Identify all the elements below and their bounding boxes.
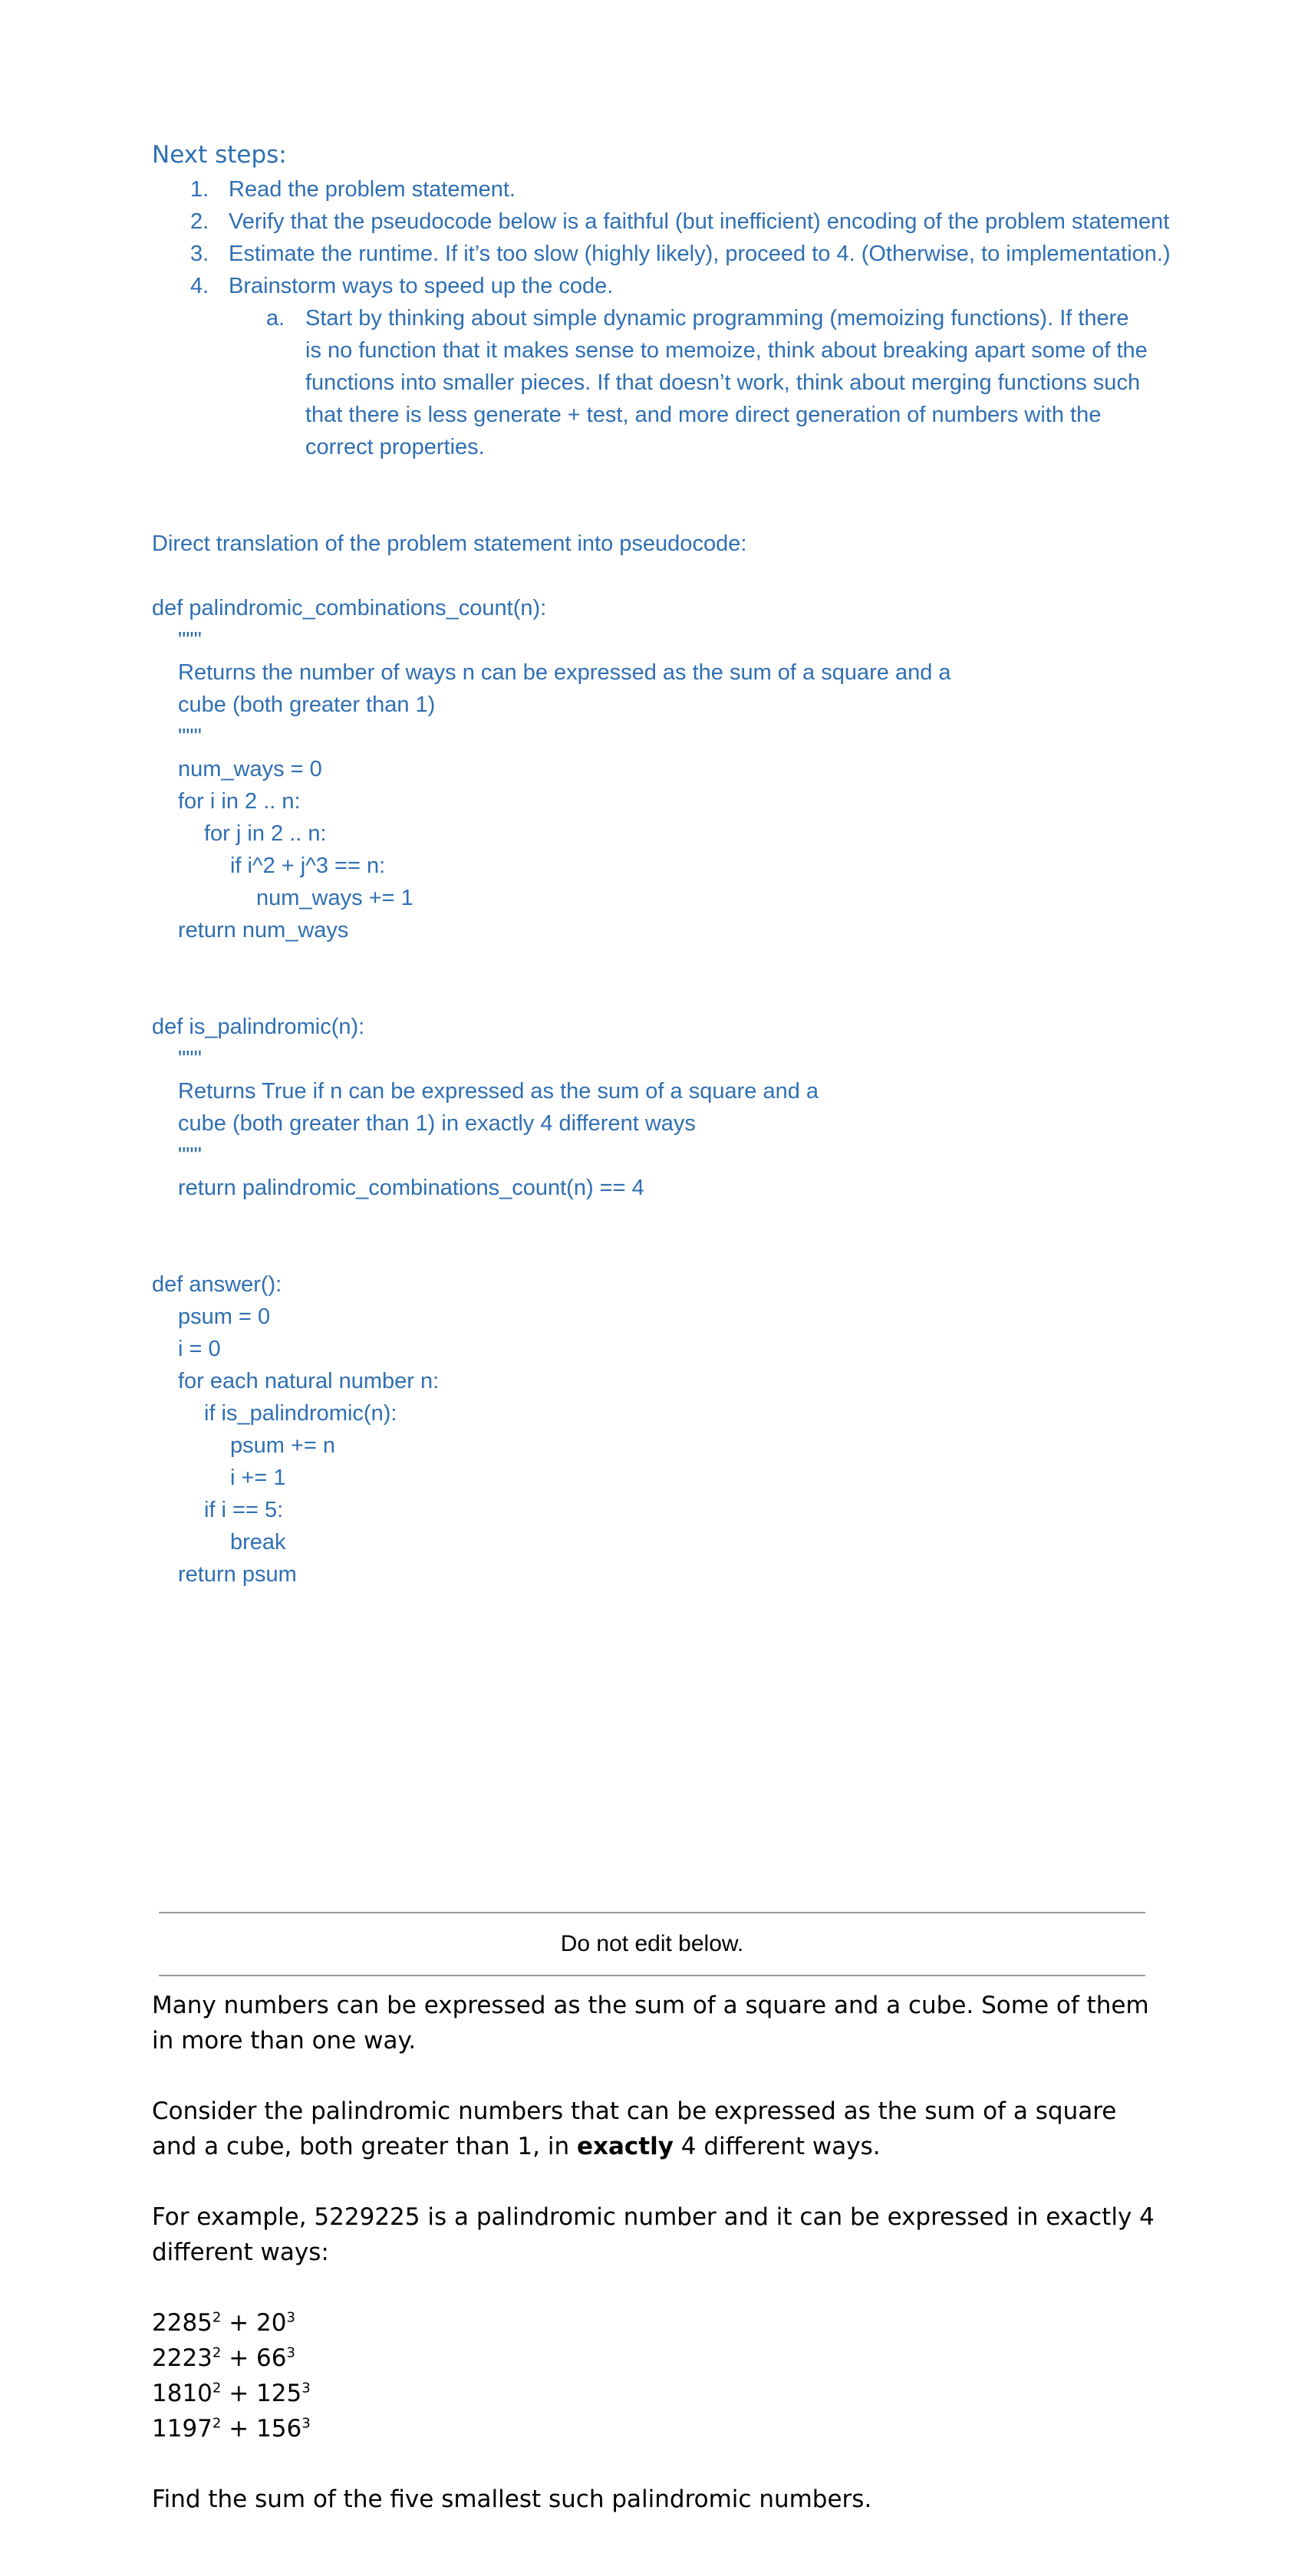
substep-letter: a. (266, 306, 285, 331)
code-line: """ (178, 1143, 202, 1168)
code-line: return num_ways (178, 918, 349, 943)
square-exponent: 2 (212, 2344, 222, 2361)
code-line: Returns the number of ways n can be expressed as the sum of a square and a (178, 660, 951, 685)
step-item (152, 238, 1180, 270)
code-gap (152, 1204, 1149, 1268)
code-line: Returns True if n can be expressed as the sum of a square and a (178, 1079, 819, 1104)
problem-paragraph-4: Find the sum of the five smallest such palindromic numbers. (152, 2486, 872, 2513)
square-base: 1810 (152, 2380, 212, 2407)
code-gap (152, 946, 1149, 1011)
example-way (152, 2341, 1157, 2376)
problem-paragraph-3: For example, 5229225 is a palindromic number and it can be expressed in exactly 4 different ways: (152, 2203, 1155, 2266)
step-number: 3. (190, 242, 209, 266)
step-text: Estimate the runtime. If it’s too slow (highly likely), proceed to 4. (Otherwise, to implementation.) (229, 242, 1171, 266)
code-line: cube (both greater than 1) (178, 693, 436, 717)
square-exponent: 2 (212, 2415, 222, 2432)
code-line: for each natural number n: (178, 1369, 440, 1393)
code-line: num_ways += 1 (256, 886, 413, 910)
problem-paragraph-1: Many numbers can be expressed as the sum of a square and a cube. Some of them in more than one way. (152, 1992, 1149, 2055)
code-line: def palindromic_combinations_count(n): (152, 596, 547, 620)
substep-text: Start by thinking about simple dynamic programming (memoizing functions). If there is no function that it makes sense to memoize, think about breaking apart some of the functions into smaller pieces. If that doesn’t work, think about merging functions such that there is less generate + test, and more direct generation of numbers with the correct properties. (305, 306, 1148, 459)
p2-text-before: Consider the palindromic numbers that can be expressed as the sum of a square and a cube, both greater than 1, in (152, 2097, 1117, 2160)
code-line: return psum (178, 1562, 297, 1587)
square-base: 2223 (152, 2344, 212, 2372)
p2-text-after: 4 different ways. (673, 2133, 881, 2160)
code-line: break (230, 1530, 286, 1554)
step-item (152, 173, 1180, 206)
plus-sign: + (221, 2344, 257, 2372)
translation-intro: Direct translation of the problem statement into pseudocode: (152, 531, 747, 556)
code-line: def is_palindromic(n): (152, 1015, 365, 1039)
substep-item (229, 302, 1149, 463)
cube-exponent: 3 (286, 2309, 295, 2326)
code-line: for i in 2 .. n: (178, 789, 301, 814)
example-way (152, 2305, 1157, 2341)
example-way (152, 2376, 1157, 2411)
code-line: def answer(): (152, 1272, 282, 1297)
step-item (152, 206, 1180, 238)
square-base: 2285 (152, 2309, 212, 2337)
cube-base: 66 (256, 2344, 287, 2372)
plus-sign: + (221, 2309, 257, 2337)
step-text: Brainstorm ways to speed up the code. (229, 274, 614, 298)
code-line: psum = 0 (178, 1304, 271, 1329)
code-line: """ (178, 628, 202, 653)
notes-section (152, 138, 1171, 1591)
code-line: i = 0 (178, 1337, 221, 1361)
do-not-edit-divider (159, 1912, 1145, 1976)
square-exponent: 2 (212, 2380, 222, 2397)
code-line: """ (178, 725, 202, 749)
cube-exponent: 3 (301, 2415, 311, 2432)
code-line: if i^2 + j^3 == n: (230, 854, 386, 878)
code-line: num_ways = 0 (178, 757, 322, 781)
next-steps-list (152, 173, 1171, 463)
problem-statement (152, 1988, 1157, 2552)
step-text: Read the problem statement. (229, 177, 516, 202)
plus-sign: + (221, 2380, 257, 2407)
next-steps-heading: Next steps: (152, 141, 287, 169)
example-way (152, 2411, 1157, 2446)
cube-base: 20 (256, 2309, 287, 2337)
code-line: psum += n (230, 1433, 336, 1458)
substeps-list (229, 302, 1180, 463)
step-item (152, 270, 1180, 463)
code-line: for j in 2 .. n: (204, 821, 327, 846)
problem-paragraph-2 (152, 2094, 1157, 2164)
code-line: i += 1 (230, 1466, 286, 1490)
divider-line-bottom (159, 1975, 1145, 1976)
code-line: """ (178, 1047, 202, 1071)
cube-base: 156 (256, 2415, 302, 2443)
square-exponent: 2 (212, 2309, 222, 2326)
square-base: 1197 (152, 2415, 212, 2443)
step-text: Verify that the pseudocode below is a faithful (but inefficient) encoding of the problem statement (229, 209, 1170, 234)
step-number: 1. (190, 177, 209, 202)
cube-exponent: 3 (286, 2344, 295, 2361)
p2-bold-text: exactly (576, 2133, 674, 2160)
plus-sign: + (221, 2415, 257, 2443)
code-line: if i == 5: (204, 1498, 284, 1522)
code-line: if is_palindromic(n): (204, 1401, 397, 1426)
pseudocode-block (152, 592, 1149, 1591)
step-number: 4. (190, 274, 209, 298)
code-line: cube (both greater than 1) in exactly 4 different ways (178, 1111, 696, 1136)
do-not-edit-notice: Do not edit below. (560, 1931, 744, 1956)
example-ways-list (152, 2305, 1157, 2446)
step-number: 2. (190, 209, 209, 234)
cube-base: 125 (256, 2380, 302, 2407)
code-line: return palindromic_combinations_count(n) == 4 (178, 1176, 644, 1200)
cube-exponent: 3 (301, 2380, 311, 2397)
